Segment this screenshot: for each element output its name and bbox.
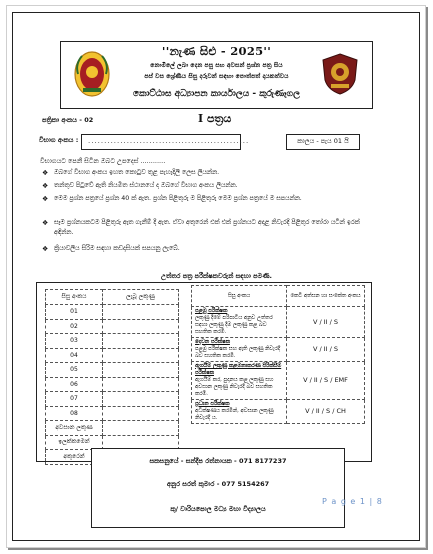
instructions-title: විභාගයට පෙනී සිටින ඔබට උපදෙස් ............ <box>40 157 166 165</box>
in-figures-label: ඉලක්කමෙන් <box>46 435 103 450</box>
table-row: දෙවන පරීක්ෂක පළමු පරීක්ෂක සහ ඇති ලකුණු නිවැරදි බව සහතික කරමි. V / II / S <box>192 338 365 362</box>
table-header-row <box>192 286 365 307</box>
second-contact: අනුර සරත් කුමාර - 077 5154267 <box>166 480 270 488</box>
diamond-bullet-icon: ❖ <box>42 182 49 190</box>
time-allowed: කාලය - පැය 01 යි <box>297 137 349 145</box>
header-subtitle-2: පස් වස ශ්‍රේණිය සිසු දරුවන් සඳහා පොත්පත් දායකත්වය <box>144 73 289 80</box>
instruction-item: ❖ මෙම ප්‍රශ්න පත්‍රයේ ප්‍රශ්න 40 ක් ඇත. ප්‍රශ්න පිළිතුරු ම පිළිතුරු මෙම ප්‍රශ්න පත්‍රයේ ම සපයන්න. <box>42 195 302 203</box>
examiner-panel-title: උත්තර පත්‍ර පරීක්ෂකවරුන් සඳහා පමණි. <box>161 272 272 280</box>
diamond-bullet-icon: ❖ <box>42 219 49 227</box>
mark-cell[interactable] <box>103 334 179 349</box>
signoff-mark: V / II / S / CH <box>287 400 365 424</box>
school-name: කු/ වාරියපොල මධ්‍ය මහා විද්‍යාලය <box>170 505 266 513</box>
header-box <box>60 41 373 109</box>
column-header: සිසු අංකය <box>192 286 287 307</box>
table-row: 01 <box>46 305 179 320</box>
header-title: ''නැණ සිළු - 2025'' <box>161 44 272 58</box>
table-row <box>46 421 179 436</box>
table-row: 03 <box>46 334 179 349</box>
instruction-item: ❖ ඔබගේ විභාග අංකය ඉහත කොටුව තුළ පැහැදිලි ලෙස ලියන්න. <box>42 169 220 177</box>
column-header: සිසු අංකය <box>46 290 103 305</box>
page-number: P a g e 1 | 8 <box>322 497 383 506</box>
signoff-mark: V / II / S / EMF <box>287 362 365 400</box>
contact-box <box>91 448 345 528</box>
instruction-item: ❖ සෑම ප්‍රශ්නයකටම පිළිතුරු ඇත ගැනීම් දී ඇත. ඒවා අතුරෙන් එක් එක් ප්‍රශ්නයට අදාළ නිවැරදි පිළිතුර තෝරා යටින් ඉරක් අඳින්න. <box>42 219 360 236</box>
examiner-panel <box>36 282 372 462</box>
mark-cell[interactable] <box>103 305 179 320</box>
mark-cell[interactable] <box>103 377 179 392</box>
mark-cell[interactable] <box>103 319 179 334</box>
table-row: 02 <box>46 319 179 334</box>
mark-cell[interactable] <box>103 348 179 363</box>
table-header-row <box>46 290 179 305</box>
table-row: 07 <box>46 392 179 407</box>
table-row: පළමු පරීක්ෂක ලකුණු දීමේ පරිපාටිය අනුව උත්තර සඳහා ලකුණු දීම ලකුණු කළ බව සහතික කරමි. V / II / S <box>192 307 365 338</box>
header-subtitle-1: නොමිලේ ලබා දෙන පසු සහ අවසන් ප්‍රශ්න පත්‍ර සිය <box>150 62 283 69</box>
table-row: 05 <box>46 363 179 378</box>
instruction-item: ❖ ක්‍රියාවලිය සිරිම සඳහා කඩදාසියක් සපයනු ලැබේ. <box>42 245 180 253</box>
table-row: ප්‍රධාන පරීක්ෂක අධීක්ෂණය කරමින්, අවසාන ලකුණු නිවැරදි ය. V / II / S / CH <box>192 400 365 424</box>
column-header: කෙටි අත්සන හා සංකේත අංකය <box>287 286 365 307</box>
diamond-bullet-icon: ❖ <box>42 245 49 253</box>
compiler-contact: සකසනුයේ - සන්දීප රත්නායක - 071 8177237 <box>149 457 287 465</box>
header-office: කොට්ඨාස අධ්‍යාපන කාර්යාලය - කුරුණෑගල <box>133 89 300 99</box>
column-header: ලැබූ ලකුණු <box>103 290 179 305</box>
signoff-mark: V / II / S <box>287 338 365 362</box>
index-number-field[interactable] <box>81 134 250 150</box>
table-row: 08 <box>46 406 179 421</box>
diamond-bullet-icon: ❖ <box>42 169 49 177</box>
table-row: 04 <box>46 348 179 363</box>
final-mark-cell[interactable] <box>103 421 179 436</box>
signoff-mark: V / II / S <box>287 307 365 338</box>
in-words-label: අකුරෙන් <box>46 450 103 465</box>
final-mark-label: අවසාන ලකුණ <box>46 421 103 436</box>
diamond-bullet-icon: ❖ <box>42 195 49 203</box>
marks-table <box>45 289 179 465</box>
index-number-label: විභාග අංකය : <box>39 136 79 144</box>
index-number-placeholder: .................................................. <box>88 137 250 145</box>
mark-cell[interactable] <box>103 392 179 407</box>
paper-code: පත්‍රිකා අංකය - 02 <box>42 116 94 124</box>
examiner-signoff-table <box>191 285 365 424</box>
instruction-item: ❖ තන්තුව පිටුවේ ඇති නියමිත ස්ථානයේ ද ඔබගේ විභාග අංකය ලියන්න. <box>42 182 238 190</box>
table-row: 06 <box>46 377 179 392</box>
mark-cell[interactable] <box>103 363 179 378</box>
paper-part: I පත්‍රය <box>198 112 232 125</box>
school-crest-icon <box>320 52 360 96</box>
mark-cell[interactable] <box>103 406 179 421</box>
table-row: ඇගයීම් ලකුණු කළමනාකරණ පිරික්සීම් පරීක්ෂක ඇගයීම් කර, පුදානය කළ ලකුණු සහ අවසාන ලකුණු නිවැරදි බව සහතික කරමි. V / II / S / EMF <box>192 362 365 400</box>
time-box <box>286 134 360 150</box>
